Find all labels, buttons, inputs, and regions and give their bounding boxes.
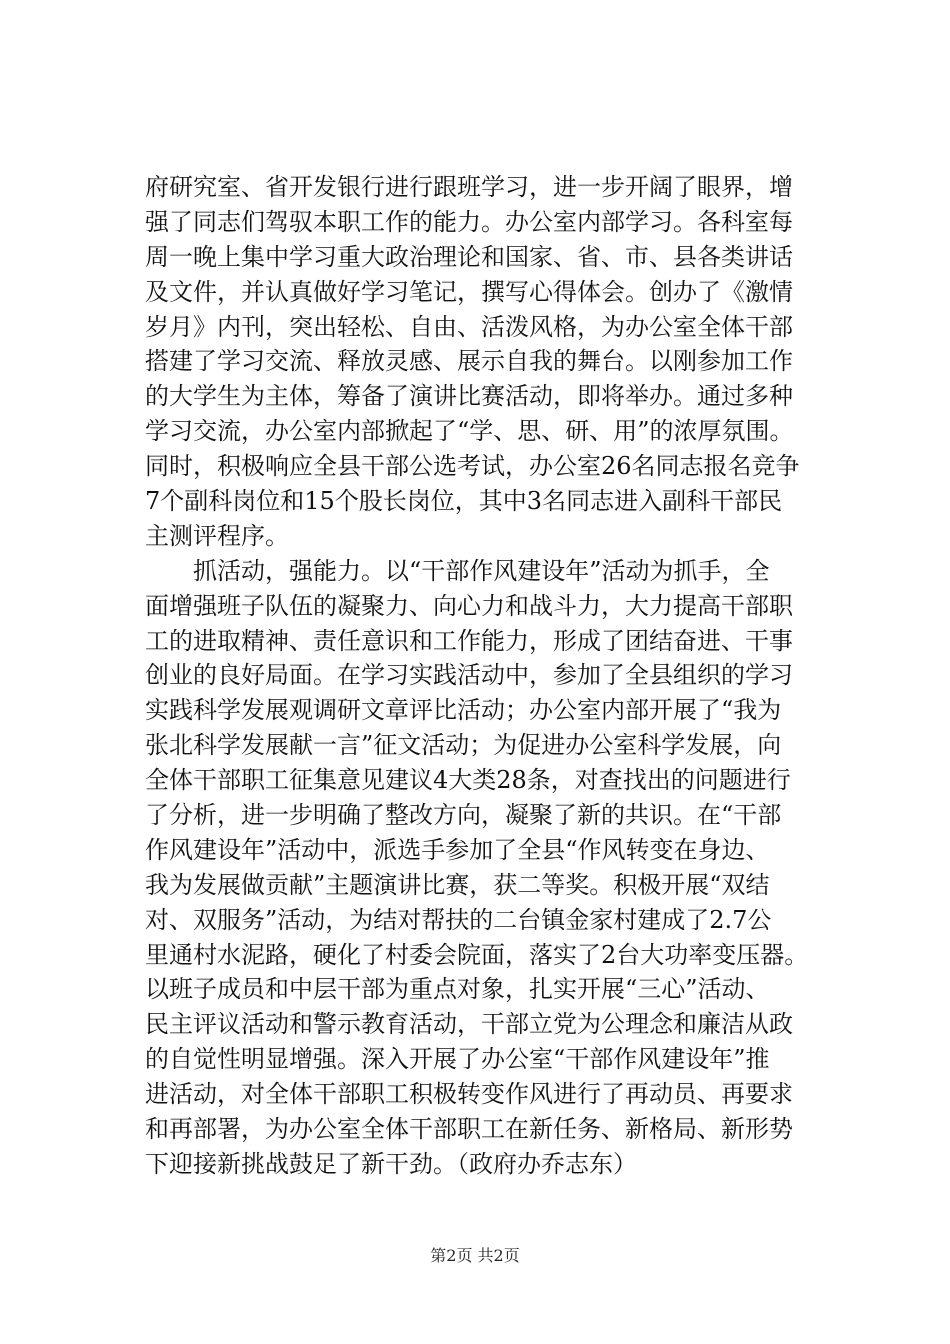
text-line: 府研究室、省开发银行进行跟班学习，进一步开阔了眼界，增: [145, 173, 793, 201]
text-line: 的自觉性明显增强。深入开展了办公室“干部作风建设年”推: [145, 1045, 770, 1074]
text-line: 主测评程序。: [145, 521, 289, 550]
text-line: 对、双服务”活动，为结对帮扶的二台镇金家村建成了2.7公: [145, 905, 772, 934]
text-line: 及文件，并认真做好学习笔记，撰写心得体会。创办了《激情: [145, 277, 793, 306]
text-line: 同时，积极响应全县干部公选考试，办公室26名同志报名竞争: [145, 452, 800, 481]
text-line: 强了同志们驾驭本职工作的能力。办公室内部学习。各科室每: [145, 207, 793, 236]
text-line: 下迎接新挑战鼓足了新干劲。（政府办乔志东）: [145, 1149, 637, 1178]
text-line: 进活动，对全体干部职工积极转变作风进行了再动员、再要求: [145, 1080, 793, 1109]
text-line: 全体干部职工征集意见建议4大类28条，对查找出的问题进行: [145, 766, 791, 795]
text-line: 和再部署，为办公室全体干部职工在新任务、新格局、新形势: [145, 1115, 793, 1144]
text-line: 学习交流，办公室内部掀起了“学、思、研、用”的浓厚氛围。: [145, 417, 794, 446]
text-line: 以班子成员和中层干部为重点对象，扎实开展“三心”活动、: [145, 975, 770, 1004]
document-body: [145, 170, 860, 1182]
text-line: 的大学生为主体，筹备了演讲比赛活动，即将举办。通过多种: [145, 382, 793, 411]
text-line: 周一晚上集中学习重大政治理论和国家、省、市、县各类讲话: [145, 242, 793, 271]
text-line: 里通村水泥路，硬化了村委会院面，落实了2台大功率变压器。: [145, 940, 809, 969]
text-line: 工的进取精神、责任意识和工作能力，形成了团结奋进、干事: [145, 626, 793, 655]
text-line: 实践科学发展观调研文章评比活动；办公室内部开展了“我为: [145, 696, 782, 725]
text-line: 张北科学发展献一言”征文活动；为促进办公室科学发展，向: [145, 731, 782, 760]
text-line: 抓活动，强能力。以“干部作风建设年”活动为抓手，全: [145, 556, 770, 585]
text-line: 了分析，进一步明确了整改方向，凝聚了新的共识。在“干部: [145, 801, 782, 830]
text-line: 岁月》内刊，突出轻松、自由、活泼风格，为办公室全体干部: [145, 312, 793, 341]
page-footer: 第2页 共2页: [430, 1246, 520, 1265]
text-line: 我为发展做贡献”主题演讲比赛，获二等奖。积极开展“双结: [145, 870, 770, 899]
text-line: 民主评议活动和警示教育活动，干部立党为公理念和廉洁从政: [145, 1010, 793, 1039]
text-line: 7个副科岗位和15个股长岗位，其中3名同志进入副科干部民: [145, 487, 783, 516]
text-line: 创业的良好局面。在学习实践活动中，参加了全县组织的学习: [145, 661, 793, 690]
text-line: 作风建设年”活动中，派选手参加了全县“作风转变在身边、: [145, 835, 770, 864]
text-line: 搭建了学习交流、释放灵感、展示自我的舞台。以刚参加工作: [145, 347, 793, 376]
text-line: 面增强班子队伍的凝聚力、向心力和战斗力，大力提高干部职: [145, 591, 793, 620]
